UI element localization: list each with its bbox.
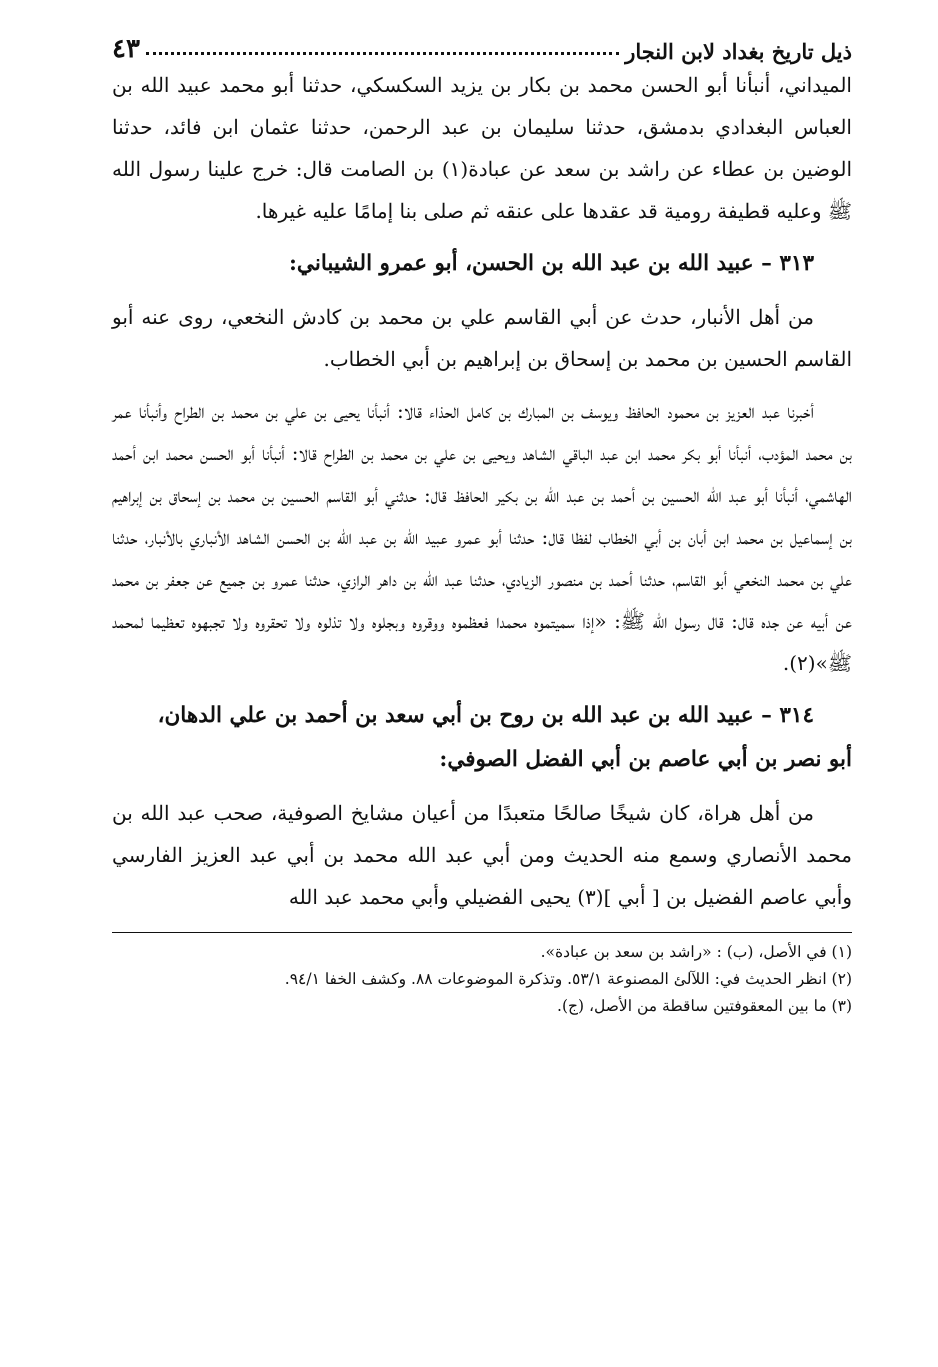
- footnote-2: (٢) انظر الحديث في: اللآلئ المصنوعة ٥٣/١. وتذكرة الموضوعات ٨٨. وكشف الخفا ٩٤/١.: [284, 970, 852, 988]
- footnote-1: (١) في الأصل، (ب) : «راشد بن سعد بن عبادة».: [540, 943, 852, 961]
- footnote-rule: [112, 932, 852, 933]
- entry-heading-313: ٣١٣ – عبيد الله بن عبد الله بن الحسن، أبو عمرو الشيباني:: [289, 251, 814, 276]
- footnote-3: (٣) ما بين المعقوفتين ساقطة من الأصل، (ج).: [557, 997, 852, 1015]
- paragraph-entry-313-bio: من أهل الأنبار، حدث عن أبي القاسم علي بن محمد بن كادش النخعي، روى عنه أبو القاسم الحسين بن محمد بن إسحاق بن إبراهيم بن أبي الخطاب.: [112, 305, 852, 371]
- running-head-title: ذيل تاريخ بغداد لابن النجار: [625, 39, 852, 64]
- entry-heading-314-line1: ٣١٤ – عبيد الله بن عبد الله بن روح بن أبي سعد بن أحمد بن علي الدهان،: [157, 703, 814, 728]
- paragraph-hadith-continuation: الميداني، أنبأنا أبو الحسن محمد بن بكار بن يزيد السكسكي، حدثنا أبو محمد عبيد الله بن العباس البغدادي بدمشق، حدثنا سليمان بن عبد الرحمن، حدثنا عثمان ابن فائد، حدثنا الوضين بن عطاء عن راشد بن سعد عن عبادة(١) بن الصامت قال: خرج علينا رسول الله ﷺ وعليه قطيفة رومية قد عقدها على عنقه ثم صلى بنا إمامًا عليه غيرها.: [112, 73, 853, 223]
- entry-heading-314-line2: أبو نصر بن أبي عاصم بن أبي الفضل الصوفي:: [439, 747, 852, 772]
- running-head: [112, 24, 852, 64]
- paragraph-entry-313-isnad: أخبرنا عبد العزيز بن محمود الحافظ ويوسف بن المبارك بن كامل الحذاء قالا: أنبأنا يحيى بن علي بن محمد بن الطراح وأنبأنا عمر بن محمد المؤدب، أنبأنا أبو بكر محمد ابن عبد الباقي الشاهد ويحيى بن علي بن محمد بن الطراح قالا: أنبأنا أبو الحسن محمد ابن أحمد الهاشمي، أنبأنا أبو عبد الله الحسين بن أحمد بن عبد الله بن بكير الحافظ قال: حدثني أبو القاسم الحسين بن محمد بن إسحاق بن إبراهيم بن إسماعيل بن محمد ابن أبان بن أبي الخطاب لفظا قال: حدثنا أبو عمرو عبيد الله بن عبد الله بن الحسن الشاهد الأنباري بالأنبار، حدثنا علي بن محمد النخعي أبو القاسم، حدثنا أحمد بن منصور الزيادي، حدثنا عبد الله بن داهر الرازي، حدثنا عمرو بن جميع عن جعفر بن محمد عن أبيه عن جده قال: قال رسول الله ﷺ: «إذا سميتموه محمدا فعظموه ووقروه وبجلوه ولا تذلوه ولا تحقروه ولا تجبهوه تعظيما لمحمد ﷺ»(٢).: [112, 399, 852, 675]
- running-head-dot-leader: [146, 52, 619, 55]
- footnotes: [112, 939, 852, 1020]
- paragraph-entry-314-bio: من أهل هراة، كان شيخًا صالحًا متعبدًا من أعيان مشايخ الصوفية، صحب عبد الله بن محمد الأنصاري وسمع منه الحديث ومن أبي عبد الله محمد بن أبي عبد العزيز الفارسي وأبي عاصم الفضيل بن [ أبي ](٣) يحيى الفضيلي وأبي محمد عبد الله: [112, 801, 852, 909]
- page-number: ٤٣: [112, 34, 140, 64]
